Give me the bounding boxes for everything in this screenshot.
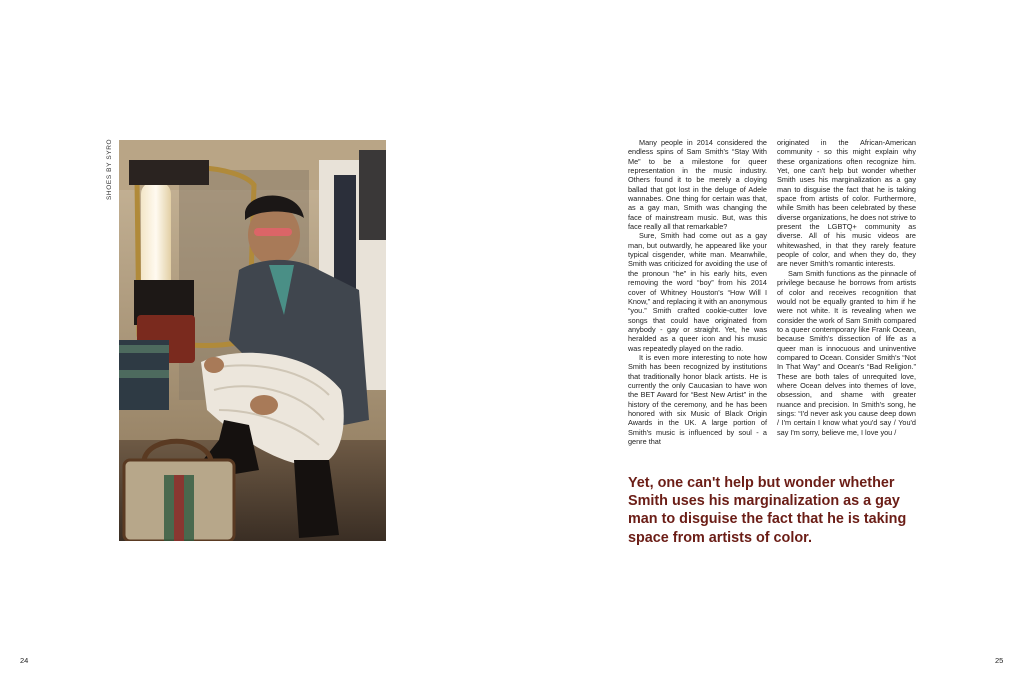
paragraph: Many people in 2014 considered the endless spins of Sam Smith's “Stay With Me” to be a milestone for queer representation in the music industry. Others found it to be merely a cloying ballad that got lost in the deluge of Adele wannabes. One thing for certain was that, as a gay man, Smith was changing the face of mainstream music. But, was this face really all that remarkable? bbox=[628, 138, 767, 232]
pull-quote: Yet, one can't help but wonder whether Smith uses his marginalization as a gay man to disguise the fact that he is taking space from artists of color. bbox=[628, 475, 907, 546]
paragraph: originated in the African-American community - so this might explain why these organizations often recognize him. Yet, one can't help but wonder whether Smith uses his marginalization as a gay man to disguise the fact that he is taking space from artists of color. Furthermore, while Smith has been celebrated by these diverse organizations, he does not strive to present the LGBTQ+ community as diverse. All of his music videos are whitewashed, in that they rarely feature people of color, and when they do, they are never Smith's romantic interests. bbox=[777, 138, 916, 269]
paragraph: Sam Smith functions as the pinnacle of privilege because he borrows from artists of color and receives recognition that would not be equally granted to him if he were not white. It is revealing when we consider the work of Sam Smith compared to a queer contemporary like Frank Ocean, because Smith's dissection of life as a queer man is innocuous and uninventive compared to Ocean. Consider Smith's “Not In That Way” and Ocean's “Bad Religion.” These are both tales of unrequited love, where Ocean delves into themes of love, obsession, and shame with greater nuance and precision. In Smith's song, he sings: “I'd never ask you cause deep down / I'm certain I know what you'd say / You'd say I'm sorry, believe me, I love you / bbox=[777, 268, 916, 437]
page-number-right: 25 bbox=[995, 656, 1004, 665]
paragraph: It is even more interesting to note how Smith has been recognized by institutions that traditionally honor black artists. He is currently the only Caucasian to have won the BET Award for “Best New Artist” in the history of the ceremony, and he has been honored with six Music of Black Origin Awards in the UK. A large portion of Smith's music is influenced by soul - a genre that bbox=[628, 352, 767, 446]
fashion-photo-icon bbox=[119, 140, 386, 541]
editorial-photo bbox=[119, 140, 386, 541]
page-number-left: 24 bbox=[20, 656, 29, 665]
paragraph: Sure, Smith had come out as a gay man, but outwardly, he appeared like your typical cisgender, white man. Meanwhile, Smith was criticized for avoiding the use of the pronoun “he” in his early hits, even removing the word “boy” from his 2014 cover of Whitney Houston's “How Will I Know,” and replacing it with an anonymous “you.” Smith crafted cookie-cutter love songs that could have originated from anybody - gay or straight. Yet, he was heralded as a queer icon and his music was repeatedly played on the radio. bbox=[628, 231, 767, 353]
photo-credit bbox=[106, 140, 118, 200]
article-column-1 bbox=[628, 138, 767, 446]
photo-credit-text: SHOES BY SYRO bbox=[106, 138, 113, 200]
article-column-2 bbox=[777, 138, 916, 437]
